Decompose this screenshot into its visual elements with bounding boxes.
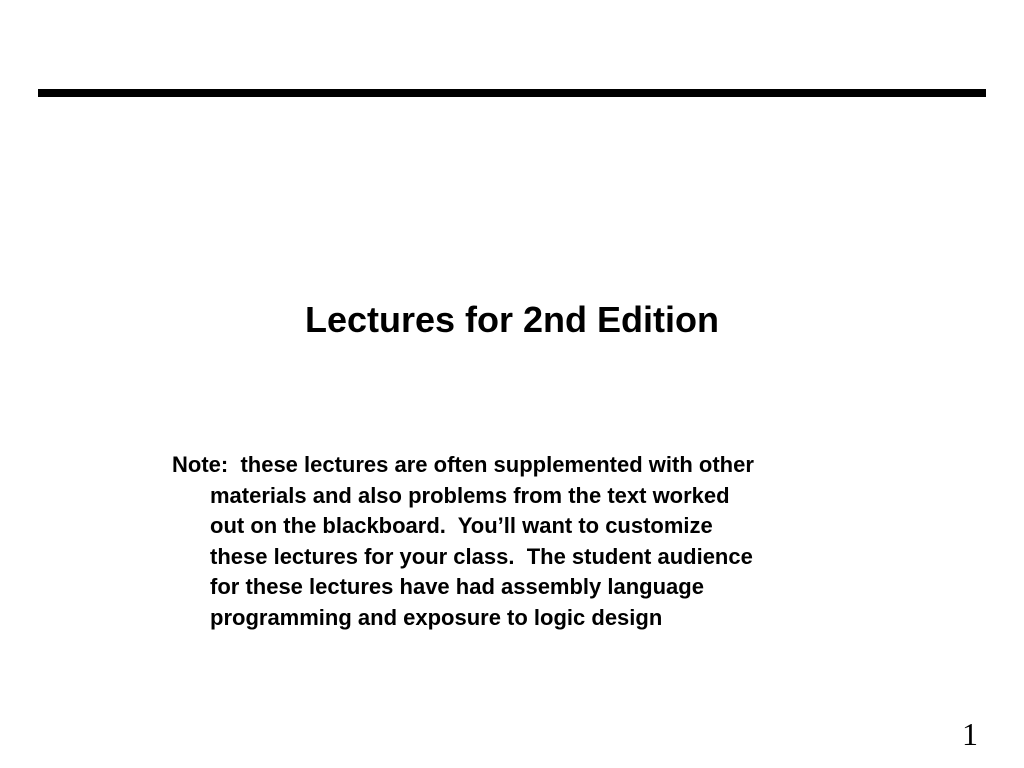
note-line: these lectures for your class. The student audience xyxy=(210,543,753,569)
slide-title: Lectures for 2nd Edition xyxy=(304,299,720,340)
note-line: materials and also problems from the text worked xyxy=(210,482,730,508)
note-line: out on the blackboard. You’ll want to customize xyxy=(210,513,713,538)
note-line: for these lectures have had assembly language xyxy=(210,574,704,599)
page-number: 1 xyxy=(962,716,978,752)
note-paragraph xyxy=(172,450,872,633)
note-line: Note: these lectures are often supplemented with other xyxy=(172,452,754,477)
top-divider-rule xyxy=(38,89,986,97)
note-line: programming and exposure to logic design xyxy=(210,604,663,630)
